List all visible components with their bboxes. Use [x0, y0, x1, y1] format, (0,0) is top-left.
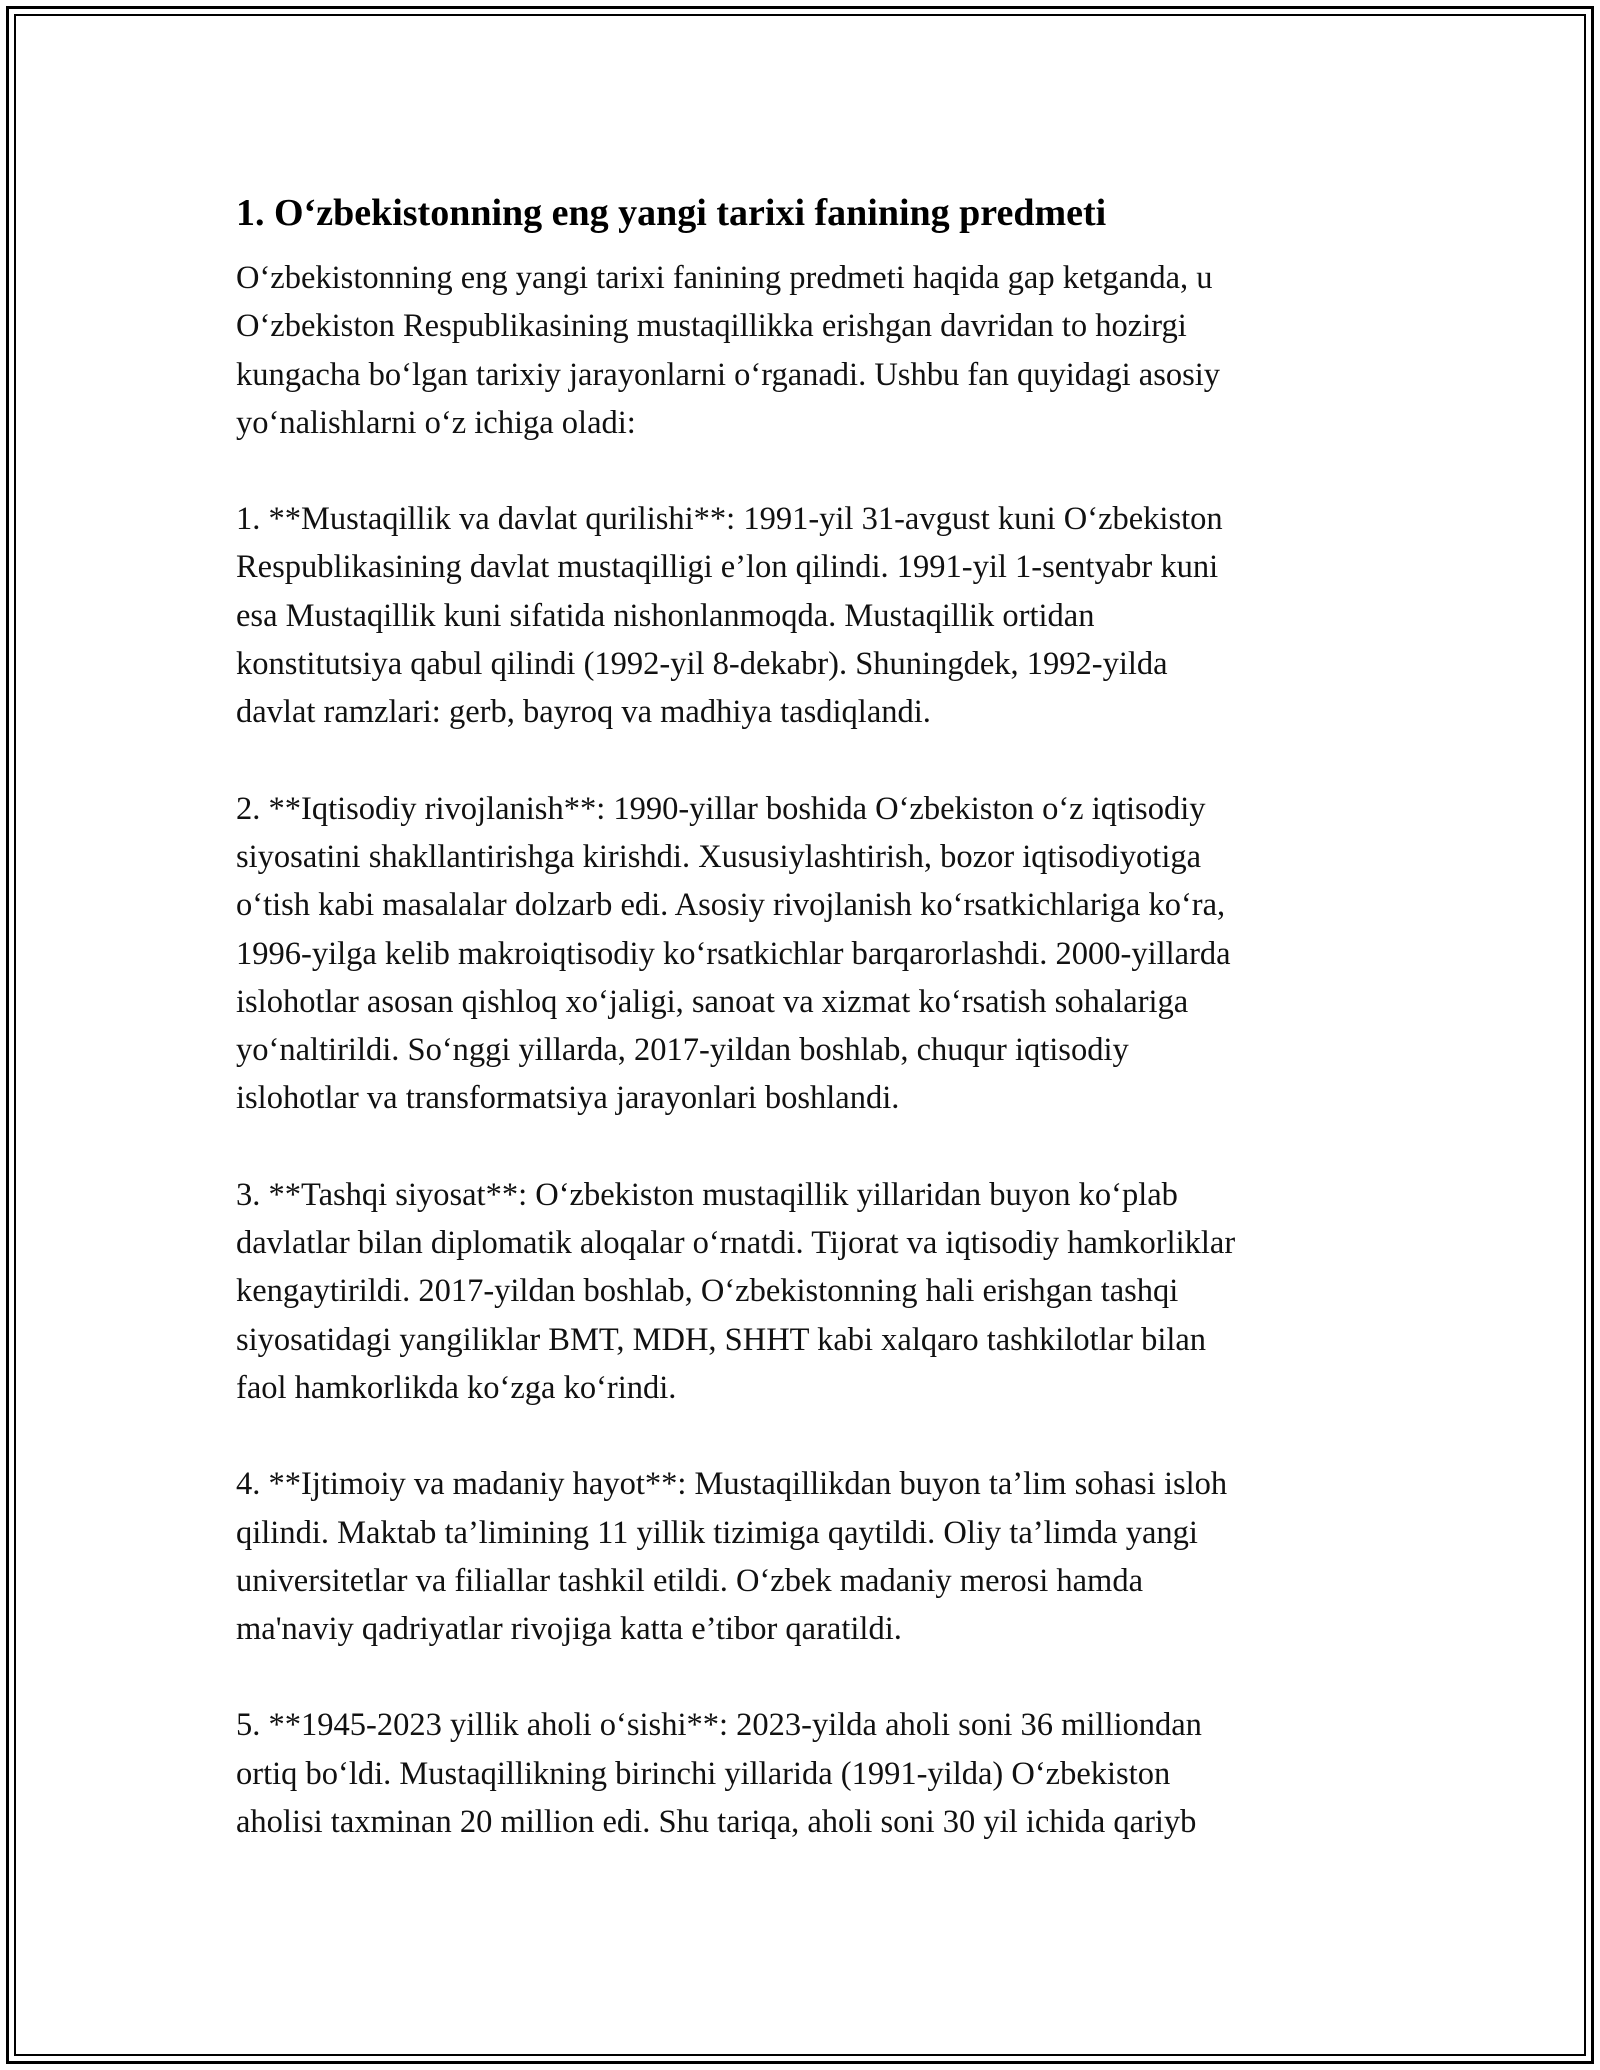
paragraph-economy [236, 785, 1376, 1123]
text-line: davlatlar bilan diplomatik aloqalar o‘rnatdi. Tijorat va iqtisodiy hamkorliklar [236, 1225, 1236, 1262]
text-line: islohotlar asosan qishloq xo‘jaligi, sanoat va xizmat ko‘rsatish sohalariga [236, 983, 1189, 1020]
text-line: davlat ramzlari: gerb, bayroq va madhiya tasdiqlandi. [236, 694, 931, 731]
text-line: O‘zbekistonning eng yangi tarixi fanining predmeti haqida gap ketganda, u [236, 260, 1213, 296]
text-line: 1996-yilga kelib makroiqtisodiy ko‘rsatkichlar barqarorlashdi. 2000-yillarda [236, 935, 1231, 972]
paragraph-independence [236, 495, 1376, 736]
text-line: o‘tish kabi masalalar dolzarb edi. Asosiy rivojlanish ko‘rsatkichlariga ko‘ra, [236, 887, 1226, 924]
text-line: siyosatini shakllantirishga kirishdi. Xususiylashtirish, bozor iqtisodiyotiga [236, 838, 1202, 875]
text-line: kengaytirildi. 2017-yildan boshlab, O‘zbekistonning hali erishgan tashqi [236, 1273, 1179, 1310]
text-line: konstitutsiya qabul qilindi (1992-yil 8-dekabr). Shuningdek, 1992-yilda [236, 646, 1168, 683]
text-line: ortiq bo‘ldi. Mustaqillikning birinchi yillarida (1991-yilda) O‘zbekiston [236, 1755, 1171, 1792]
text-line: 2. **Iqtisodiy rivojlanish**: 1990-yillar boshida O‘zbekiston o‘z iqtisodiy [236, 790, 1206, 827]
text-line: 5. **1945-2023 yillik aholi o‘sishi**: 2023-yilda aholi soni 36 milliondan [236, 1707, 1202, 1744]
text-line: universitetlar va filiallar tashkil etildi. O‘zbek madaniy merosi hamda [236, 1562, 1144, 1599]
paragraph-foreign-policy [236, 1171, 1376, 1412]
paragraph-population [236, 1701, 1376, 1846]
document-body [236, 186, 1376, 1894]
text-line: 4. **Ijtimoiy va madaniy hayot**: Mustaqillikdan buyon ta’lim sohasi isloh [236, 1466, 1228, 1503]
text-line: qilindi. Maktab ta’limining 11 yillik tizimiga qaytildi. Oliy ta’limda yangi [236, 1514, 1198, 1551]
text-line: Respublikasining davlat mustaqilligi e’lon qilindi. 1991-yil 1-sentyabr kuni [236, 549, 1219, 586]
text-line: 1. **Mustaqillik va davlat qurilishi**: 1991-yil 31-avgust kuni O‘zbekiston [236, 501, 1223, 538]
text-line: yo‘naltirildi. So‘nggi yillarda, 2017-yildan boshlab, chuqur iqtisodiy [236, 1032, 1129, 1069]
text-line: faol hamkorlikda ko‘zga ko‘rindi. [236, 1369, 677, 1406]
paragraph-social-cultural [236, 1460, 1376, 1653]
paragraph-intro [236, 254, 1376, 447]
text-line: 3. **Tashqi siyosat**: O‘zbekiston mustaqillik yillaridan buyon ko‘plab [236, 1176, 1178, 1213]
text-line: ma'naviy qadriyatlar rivojiga katta e’tibor qaratildi. [236, 1611, 902, 1648]
text-line: esa Mustaqillik kuni sifatida nishonlanmoqda. Mustaqillik ortidan [236, 597, 1095, 634]
text-line: yo‘nalishlarni o‘z ichiga oladi: [236, 404, 636, 441]
text-line: siyosatidagi yangiliklar BMT, MDH, SHHT kabi xalqaro tashkilotlar bilan [236, 1321, 1207, 1358]
text-line: islohotlar va transformatsiya jarayonlari boshlandi. [236, 1080, 900, 1117]
document-title: 1. O‘zbekistonning eng yangi tarixi fanining predmeti [236, 192, 1107, 234]
text-line: aholisi taxminan 20 million edi. Shu tariqa, aholi soni 30 yil ichida qariyb [236, 1804, 1197, 1841]
text-line: kungacha bo‘lgan tarixiy jarayonlarni o‘rganadi. Ushbu fan quyidagi asosiy [236, 356, 1221, 393]
text-line: O‘zbekiston Respublikasining mustaqillikka erishgan davridan to hozirgi [236, 308, 1187, 345]
